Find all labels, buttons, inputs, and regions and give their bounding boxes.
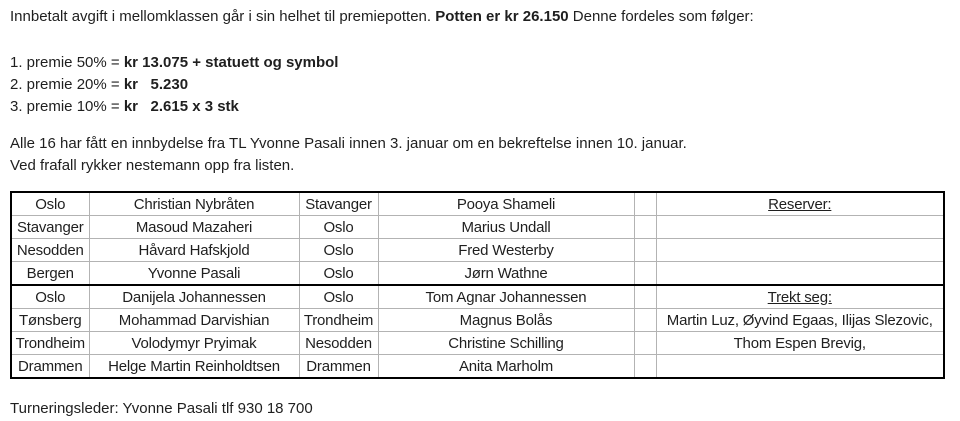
name-cell: Christine Schilling — [378, 332, 634, 355]
spacer-cell — [634, 239, 656, 262]
prize-3-amount: kr 2.615 x 3 stk — [123, 98, 239, 115]
table-row — [11, 239, 944, 262]
invitation-line-1: Alle 16 har fått en innbydelse fra TL Yvonne Pasali innen 3. januar om en bekreftelse innen 10. januar. — [10, 135, 687, 152]
city-cell: Stavanger — [299, 192, 378, 216]
name-cell: Marius Undall — [378, 216, 634, 239]
city-cell: Oslo — [11, 285, 89, 309]
city-cell: Stavanger — [11, 216, 89, 239]
prize-line-1 — [10, 52, 943, 74]
prize-line-3 — [10, 96, 943, 118]
prize-3-label: 3. premie 10% = — [10, 98, 124, 115]
table-row — [11, 192, 944, 216]
spacer-cell — [634, 262, 656, 286]
name-cell: Volodymyr Pryimak — [89, 332, 299, 355]
spacer-cell — [634, 332, 656, 355]
prize-2-amount: kr 5.230 — [123, 76, 189, 93]
name-cell: Tom Agnar Johannessen — [378, 285, 634, 309]
intro-paragraph — [10, 8, 943, 25]
city-cell: Oslo — [299, 216, 378, 239]
city-cell: Oslo — [299, 262, 378, 286]
name-cell: Helge Martin Reinholdtsen — [89, 355, 299, 379]
footer-contact: Turneringsleder: Yvonne Pasali tlf 930 18 700 — [10, 400, 313, 417]
table-row — [11, 332, 944, 355]
intro-text-end: Denne fordeles som følger: — [568, 8, 754, 25]
name-cell: Christian Nybråten — [89, 192, 299, 216]
city-cell: Tønsberg — [11, 309, 89, 332]
withdrawn-header-cell: Trekt seg: — [656, 285, 944, 309]
city-cell: Oslo — [299, 239, 378, 262]
name-cell: Jørn Wathne — [378, 262, 634, 286]
spacer-cell — [634, 285, 656, 309]
table-row — [11, 262, 944, 286]
name-cell: Mohammad Darvishian — [89, 309, 299, 332]
withdrawn-names-cell: Thom Espen Brevig, — [656, 332, 944, 355]
table-row — [11, 309, 944, 332]
reserve-cell — [656, 216, 944, 239]
name-cell: Yvonne Pasali — [89, 262, 299, 286]
spacer-cell — [634, 216, 656, 239]
spacer-cell — [634, 192, 656, 216]
participants-table — [10, 191, 945, 379]
prize-2-label: 2. premie 20% = — [10, 76, 124, 93]
city-cell: Trondheim — [299, 309, 378, 332]
city-cell: Oslo — [299, 285, 378, 309]
name-cell: Masoud Mazaheri — [89, 216, 299, 239]
withdrawn-names-cell: Martin Luz, Øyvind Egaas, Ilijas Slezovic, — [656, 309, 944, 332]
name-cell: Håvard Hafskjold — [89, 239, 299, 262]
prize-1-amount: kr 13.075 + statuett og symbol — [123, 54, 339, 71]
reserve-header-cell: Reserver: — [656, 192, 944, 216]
name-cell: Fred Westerby — [378, 239, 634, 262]
spacer-cell — [634, 309, 656, 332]
city-cell: Drammen — [11, 355, 89, 379]
prize-line-2 — [10, 74, 943, 96]
name-cell: Magnus Bolås — [378, 309, 634, 332]
city-cell: Nesodden — [11, 239, 89, 262]
reserve-cell — [656, 239, 944, 262]
city-cell: Drammen — [299, 355, 378, 379]
name-cell: Anita Marholm — [378, 355, 634, 379]
reserve-cell — [656, 262, 944, 286]
prize-1-label: 1. premie 50% = — [10, 54, 124, 71]
city-cell: Nesodden — [299, 332, 378, 355]
name-cell: Pooya Shameli — [378, 192, 634, 216]
table-row — [11, 355, 944, 379]
table-row — [11, 285, 944, 309]
invitation-paragraph — [10, 133, 943, 177]
intro-text-start: Innbetalt avgift i mellomklassen går i sin helhet til premiepotten. — [10, 8, 436, 25]
prize-list — [10, 52, 943, 118]
pot-amount: Potten er kr 26.150 — [435, 8, 569, 25]
reserve-cell — [656, 355, 944, 379]
city-cell: Oslo — [11, 192, 89, 216]
city-cell: Bergen — [11, 262, 89, 286]
invitation-line-2: Ved frafall rykker nestemann opp fra listen. — [10, 157, 295, 174]
table-row — [11, 216, 944, 239]
city-cell: Trondheim — [11, 332, 89, 355]
name-cell: Danijela Johannessen — [89, 285, 299, 309]
spacer-cell — [634, 355, 656, 379]
